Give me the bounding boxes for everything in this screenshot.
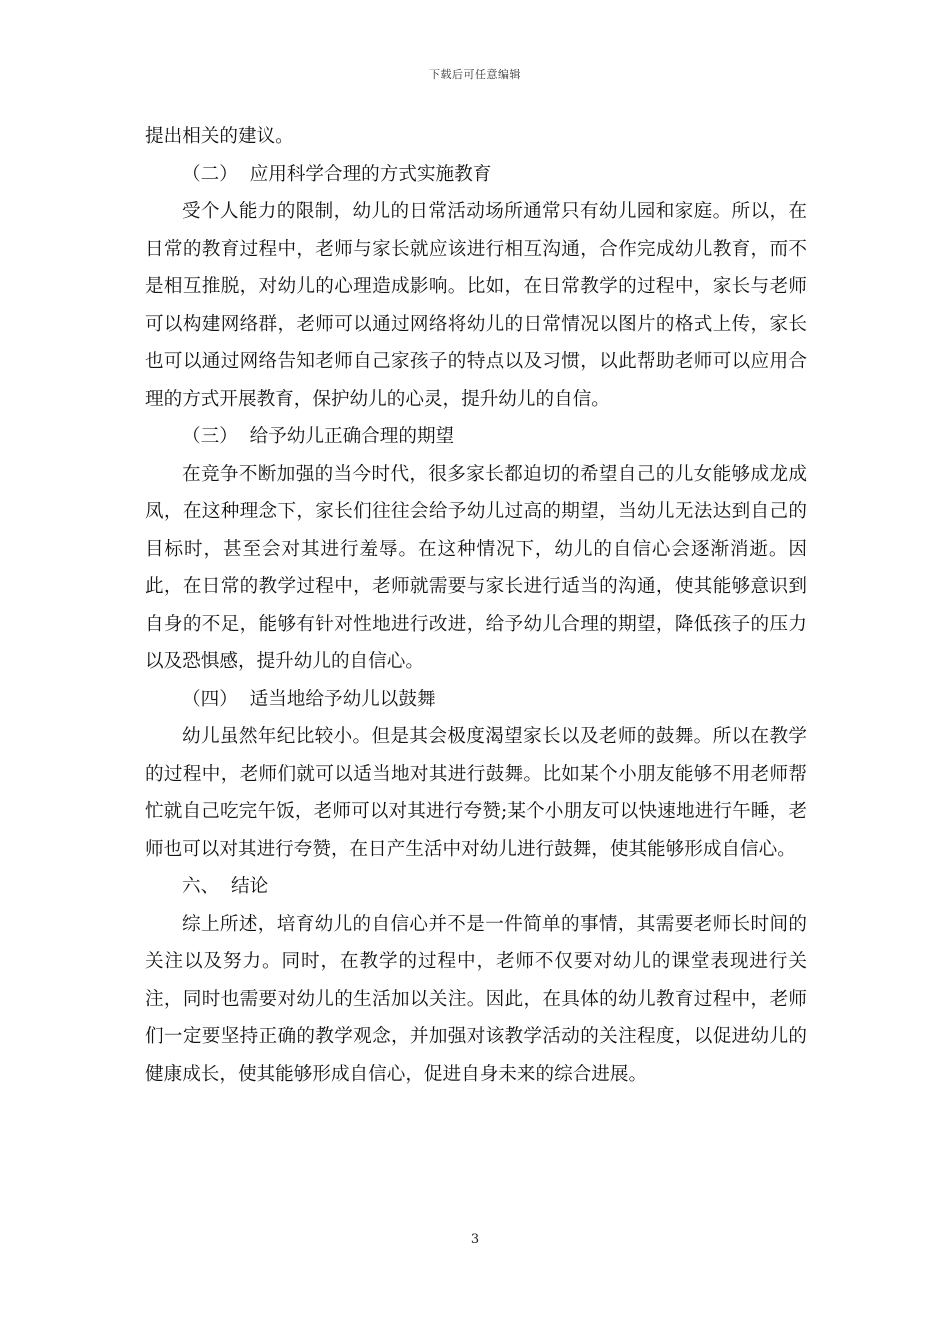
document-body	[145, 118, 807, 1093]
paragraph-conclusion: 综上所述，培育幼儿的自信心并不是一件简单的事情，其需要老师长时间的关注以及努力。同时，在教学的过程中，老师不仅要对幼儿的课堂表现进行关注，同时也需要对幼儿的生活加以关注。因此，在具体的幼儿教育过程中，老师们一定要坚持正确的教学观念，并加强对该教学活动的关注程度，以促进幼儿的健康成长，使其能够形成自信心，促进自身未来的综合进展。	[145, 913, 807, 1085]
section-heading-3: （三） 给予幼儿正确合理的期望	[182, 426, 455, 447]
page-header: 下载后可任意编辑	[429, 68, 521, 81]
paragraph-section-2: 受个人能力的限制，幼儿的日常活动场所通常只有幼儿园和家庭。所以，在日常的教育过程中，老师与家长就应该进行相互沟通，合作完成幼儿教育，而不是相互推脱，对幼儿的心理造成影响。比如，在日常教学的过程中，家长与老师可以构建网络群，老师可以通过网络将幼儿的日常情况以图片的格式上传，家长也可以通过网络告知老师自己家孩子的特点以及习惯，以此帮助老师可以应用合理的方式开展教育，保护幼儿的心灵，提升幼儿的自信。	[145, 201, 807, 410]
paragraph-continuation: 提出相关的建议。	[145, 126, 294, 147]
paragraph-section-4: 幼儿虽然年纪比较小。但是其会极度渴望家长以及老师的鼓舞。所以在教学的过程中，老师们就可以适当地对其进行鼓舞。比如某个小朋友能够不用老师帮忙就自己吃完午饭，老师可以对其进行夸赞;某个小朋友可以快速地进行午睡，老师也可以对其进行夸赞，在日产生活中对幼儿进行鼓舞，使其能够形成自信心。	[145, 726, 807, 860]
paragraph-section-3: 在竞争不断加强的当今时代，很多家长都迫切的希望自己的儿女能够成龙成凤，在这种理念下，家长们往往会给予幼儿过高的期望，当幼儿无法达到自己的目标时，甚至会对其进行羞辱。在这种情况下，幼儿的自信心会逐渐消逝。因此，在日常的教学过程中，老师就需要与家长进行适当的沟通，使其能够意识到自身的不足，能够有针对性地进行改进，给予幼儿合理的期望，降低孩子的压力以及恐惧感，提升幼儿的自信心。	[145, 463, 807, 672]
page-number: 3	[470, 1232, 480, 1247]
section-heading-4: （四） 适当地给予幼儿以鼓舞	[182, 688, 436, 710]
section-heading-conclusion: 六、 结论	[182, 876, 269, 897]
section-heading-2: （二） 应用科学合理的方式实施教育	[182, 163, 492, 185]
